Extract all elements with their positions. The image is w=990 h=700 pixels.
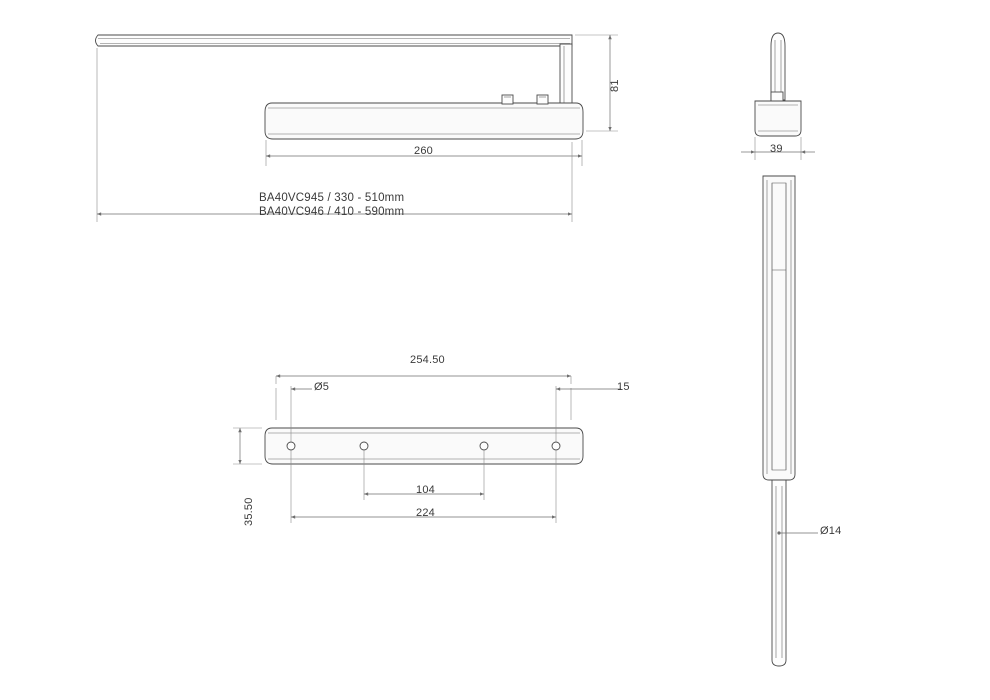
- dimension-label-outer-224: 224: [416, 507, 435, 519]
- dimension-label-length-260: 260: [414, 145, 433, 157]
- side-elevation-geometry: [96, 35, 584, 139]
- dimension-label-width-39: 39: [770, 143, 783, 155]
- note-model-ba40vc945: BA40VC945 / 330 - 510mm: [259, 192, 405, 204]
- dimension-label-diameter-14: Ø14: [820, 525, 842, 537]
- front-elevation-lower-geometry: [763, 176, 795, 666]
- front-elevation-top-geometry: [755, 33, 801, 136]
- dimension-label-inner-104: 104: [416, 484, 435, 496]
- note-model-ba40vc946: BA40VC946 / 410 - 590mm: [259, 206, 405, 218]
- dimension-label-hole-diameter-5: Ø5: [314, 381, 330, 393]
- plan-view-geometry: [265, 428, 583, 464]
- dimension-label-depth-35-50: 35.50: [243, 497, 255, 526]
- dimension-label-overall-254-50: 254.50: [410, 354, 445, 366]
- dimension-depth-35-50: [233, 428, 262, 464]
- dimension-label-height-81: 81: [609, 79, 621, 92]
- dimension-label-edge-15: 15: [617, 381, 630, 393]
